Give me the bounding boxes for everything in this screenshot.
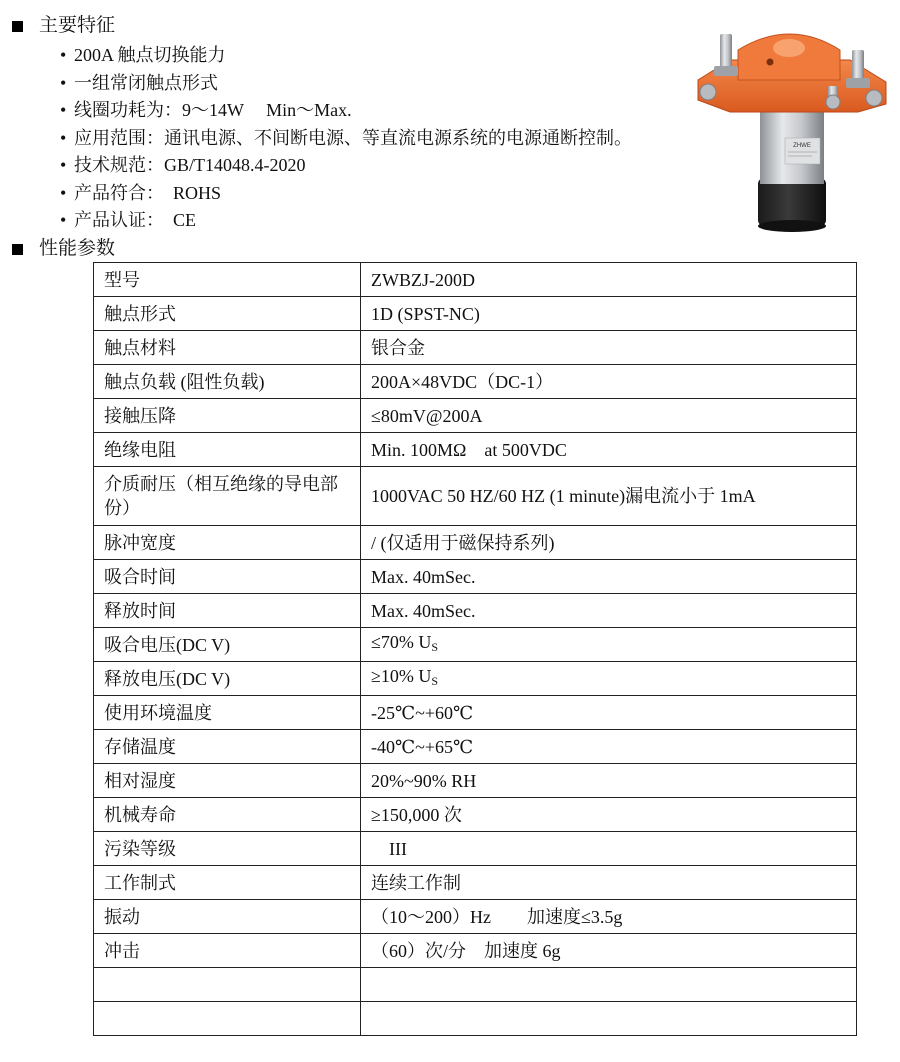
row-value: 200A×48VDC（DC-1）	[361, 365, 857, 399]
table-row	[94, 467, 857, 526]
row-value: （10～200）Hz 加速度≤3.5g	[361, 900, 857, 934]
brand-label: ZHWE	[793, 143, 811, 149]
row-value: 连续工作制	[361, 866, 857, 900]
square-bullet-icon	[12, 244, 23, 255]
row-label: 使用环境温度	[94, 696, 361, 730]
subscript-s: S	[431, 674, 439, 688]
row-label: 型号	[94, 263, 361, 297]
row-value: Min. 100MΩ at 500VDC	[361, 433, 857, 467]
feature-item: • 200A 触点切换能力	[60, 45, 226, 65]
feature-item: • 一组常闭触点形式	[60, 72, 218, 93]
table-row	[94, 331, 857, 365]
row-value: ZWBZJ-200D	[361, 263, 857, 297]
features-heading	[12, 14, 115, 38]
params-title: 性能参数	[39, 238, 116, 259]
row-label: 振动	[94, 900, 361, 934]
row-value: 1000VAC 50 HZ/60 HZ (1 minute)漏电流小于 1mA	[361, 467, 857, 526]
square-bullet-icon	[12, 21, 23, 32]
row-label: 触点负载 (阻性负载)	[94, 365, 361, 399]
table-row	[94, 764, 857, 798]
row-value: ≤70% $U_S$	[361, 628, 857, 662]
row-label: 污染等级	[94, 832, 361, 866]
table-row	[94, 628, 857, 662]
table-row	[94, 934, 857, 968]
table-row	[94, 263, 857, 297]
table-row	[94, 560, 857, 594]
row-value: -25℃~+60℃	[361, 696, 857, 730]
table-row	[94, 832, 857, 866]
row-value: Max. 40mSec.	[361, 594, 857, 628]
row-value: （60）次/分 加速度 6g	[361, 934, 857, 968]
table-row	[94, 399, 857, 433]
row-label: 脉冲宽度	[94, 526, 361, 560]
row-value	[361, 1002, 857, 1036]
subscript-s: S	[431, 640, 439, 654]
row-label: 释放时间	[94, 594, 361, 628]
row-label: 触点形式	[94, 297, 361, 331]
table-row	[94, 798, 857, 832]
row-label: 接触压降	[94, 399, 361, 433]
row-label: 绝缘电阻	[94, 433, 361, 467]
table-row	[94, 365, 857, 399]
row-value: 20%~90% RH	[361, 764, 857, 798]
row-label: 介质耐压（相互绝缘的导电部份）	[94, 467, 361, 526]
row-value: ≥150,000 次	[361, 798, 857, 832]
table-row	[94, 526, 857, 560]
row-label: 相对湿度	[94, 764, 361, 798]
features-title: 主要特征	[39, 15, 116, 36]
feature-item: • 应用范围：通讯电源、不间断电源、等直流电源系统的电源通断控制。	[60, 127, 632, 148]
table-row	[94, 696, 857, 730]
table-row	[94, 730, 857, 764]
table-row	[94, 900, 857, 934]
row-label	[94, 1002, 361, 1036]
row-label: 释放电压(DC V)	[94, 662, 361, 696]
row-label: 工作制式	[94, 866, 361, 900]
row-label: 触点材料	[94, 331, 361, 365]
spec-table	[93, 262, 857, 1036]
relay-product-image	[690, 20, 900, 235]
table-row	[94, 866, 857, 900]
table-row	[94, 1002, 857, 1036]
row-value: 1D (SPST-NC)	[361, 297, 857, 331]
row-label: 存储温度	[94, 730, 361, 764]
row-value	[361, 968, 857, 1002]
row-value: / (仅适用于磁保持系列)	[361, 526, 857, 560]
table-row	[94, 968, 857, 1002]
row-label: 吸合时间	[94, 560, 361, 594]
table-row	[94, 662, 857, 696]
row-label	[94, 968, 361, 1002]
row-value: ≤80mV@200A	[361, 399, 857, 433]
params-heading	[12, 237, 115, 261]
row-value: -40℃~+65℃	[361, 730, 857, 764]
row-value: Max. 40mSec.	[361, 560, 857, 594]
row-label: 冲击	[94, 934, 361, 968]
table-row	[94, 297, 857, 331]
row-value: 银合金	[361, 331, 857, 365]
table-row	[94, 594, 857, 628]
feature-item: • 产品认证： CE	[60, 210, 197, 230]
feature-item: • 技术规范：GB/T14048.4-2020	[60, 155, 306, 175]
features-list	[60, 42, 632, 235]
table-row	[94, 433, 857, 467]
row-label: 吸合电压(DC V)	[94, 628, 361, 662]
row-label: 机械寿命	[94, 798, 361, 832]
feature-item: • 产品符合： ROHS	[60, 182, 222, 203]
row-value: III	[361, 832, 857, 866]
feature-item: • 线圈功耗为：9～14W Min～Max.	[60, 100, 352, 120]
row-value: ≥10% $U_S$	[361, 662, 857, 696]
